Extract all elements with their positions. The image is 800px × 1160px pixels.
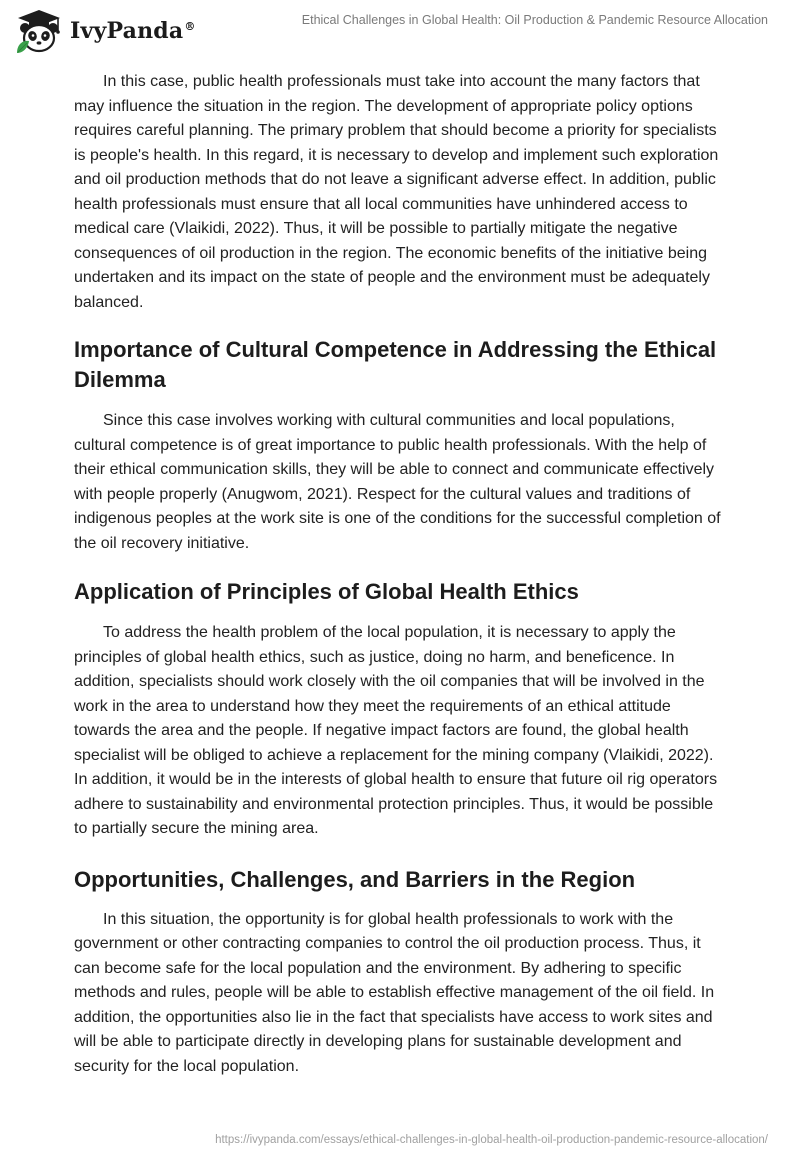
brand-name: IvyPanda® — [70, 18, 196, 44]
page-header — [0, 0, 800, 62]
panda-graduate-icon — [14, 9, 64, 55]
essay-body — [74, 70, 730, 1079]
heading-global-health-ethics: Application of Principles of Global Health Ethics — [74, 579, 579, 604]
heading-opportunities-challenges: Opportunities, Challenges, and Barriers in the Region — [74, 866, 636, 892]
registered-mark: ® — [184, 19, 196, 33]
source-url[interactable]: https://ivypanda.com/essays/ethical-challenges-in-global-health-oil-production-pandemic-resource-allocation/ — [215, 1134, 768, 1146]
heading-cultural-competence: Importance of Cultural Competence in Addressing the Ethical Dilemma — [74, 337, 717, 392]
paragraph-3: To address the health problem of the local population, it is necessary to apply the principles of global health ethics, such as justice, doing no harm, and beneficence. In addition, specialists should work closely with the oil companies that will be involved in the work in the area to understand how they meet the requirements of an ethical attitude towards the area and the people. If negative impact factors are found, the global health specialist will be obliged to achieve a replacement for the mining company (Vlaikidi, 2022). In addition, it would be in the interests of global health to ensure that future oil rig operators adhere to sustainability and environmental protection principles. Thus, it would be possible to partially secure the mining area. — [74, 624, 718, 837]
document-title: Ethical Challenges in Global Health: Oil Production & Pandemic Resource Allocation — [301, 13, 768, 27]
paragraph-1: In this case, public health professionals must take into account the many factors that may influence the situation in the region. The development of appropriate policy options requires careful planning. The primary problem that should become a priority for specialists is people's health. In this regard, it is necessary to develop and implement such exploration and oil production methods that do not leave a significant adverse effect. In addition, public health professionals must ensure that all local communities have unhindered access to medical care (Vlaikidi, 2022). Thus, it will be possible to partially mitigate the negative consequences of oil production in the region. The economic benefits of the initiative being undertaken and its impact on the state of people and the environment must be adequately balanced. — [74, 73, 719, 311]
paragraph-2: Since this case involves working with cultural communities and local populations, cultural competence is of great importance to public health professionals. With the help of their ethical communication skills, they will be able to connect and communicate effectively with people properly (Anugwom, 2021). Respect for the cultural values and traditions of indigenous peoples at the work site is one of the conditions for the successful completion of the oil recovery initiative. — [74, 412, 721, 552]
paragraph-4: In this situation, the opportunity is for global health professionals to work with the government or other contracting companies to control the oil production process. Thus, it can become safe for the local population and the environment. By adhering to specific methods and rules, people will be able to establish effective management of the oil field. In addition, the opportunities also lie in the fact that specialists have access to work sites and will be able to participate directly in developing plans for sustainable development and security for the local population. — [74, 910, 715, 1075]
ivypanda-logo[interactable] — [14, 9, 196, 55]
